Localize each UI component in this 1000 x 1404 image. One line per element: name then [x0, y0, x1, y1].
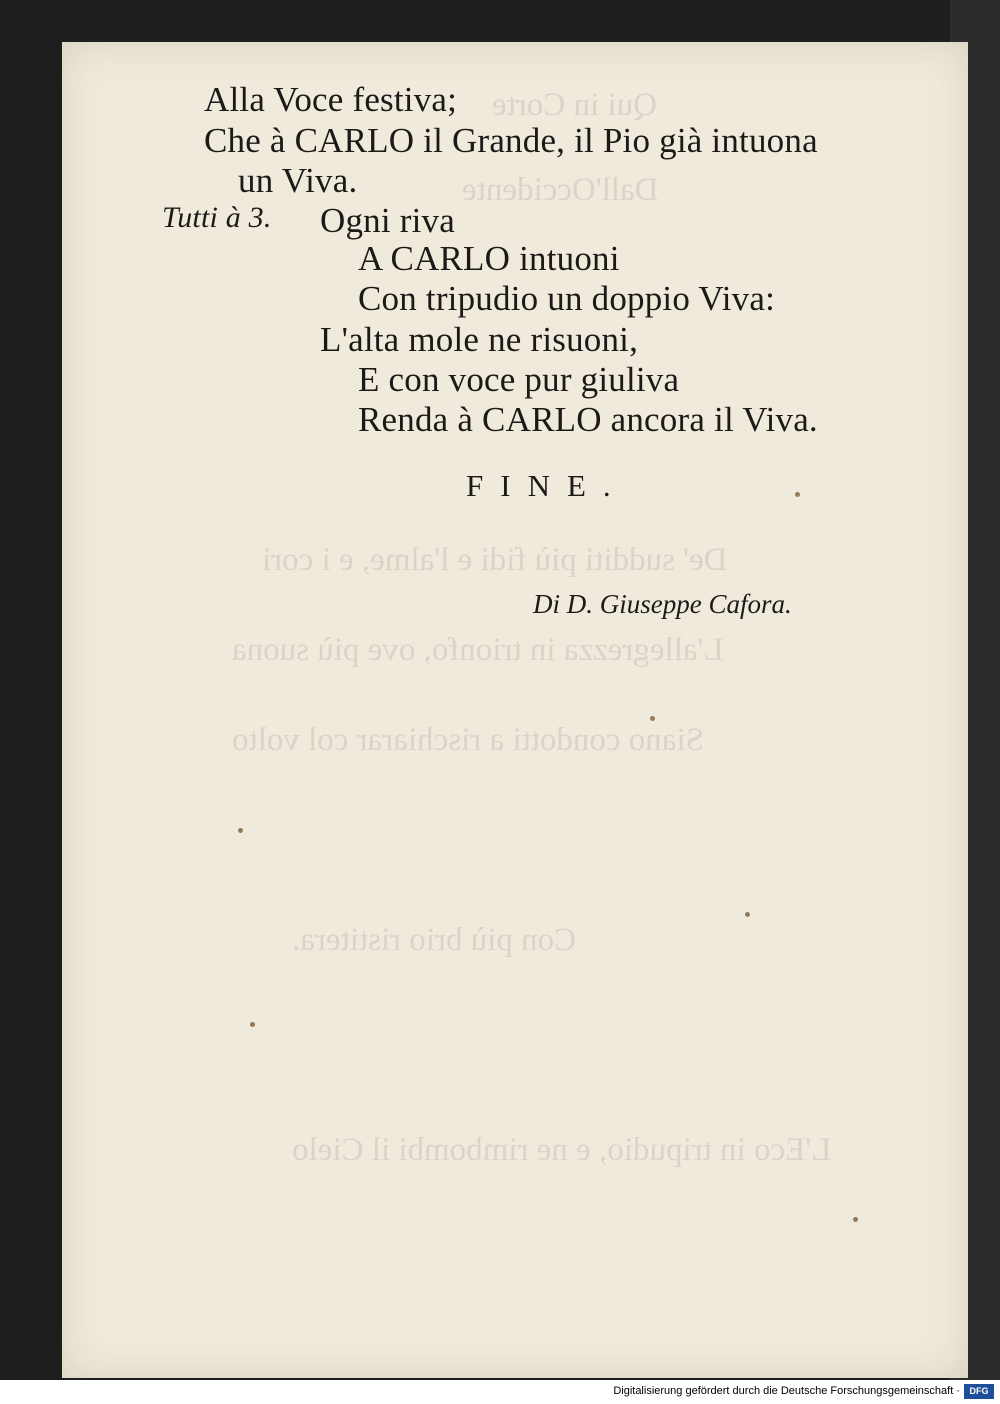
author-signature: Di D. Giuseppe Cafora. [533, 589, 792, 619]
poem-line: Ogni riva [320, 201, 455, 240]
footer-bar [0, 1380, 1000, 1404]
poem-line: E con voce pur giuliva [358, 360, 680, 399]
poem-line: Che à CARLO il Grande, il Pio già intuona [204, 121, 818, 160]
foxing-spot [650, 716, 655, 721]
bleed-through-3: De' sudditi più fidi e l'alme, e i cori [262, 542, 728, 578]
bleed-through-4: L'allegrezza in trionfo, ove più suona [232, 632, 724, 668]
bleed-through-6: Con più brio ristitera. [292, 922, 577, 958]
poem-line: Renda à CARLO ancora il Viva. [358, 400, 818, 439]
speaker-label: Tutti à 3. [162, 201, 272, 234]
funding-credit: Digitalisierung gefördert durch die Deutsche Forschungsgemeinschaft · [613, 1385, 960, 1397]
poem-line: Con tripudio un doppio Viva: [358, 279, 776, 318]
bleed-through-1: Qui in Corte [492, 87, 657, 123]
foxing-spot [853, 1217, 858, 1222]
book-page [62, 42, 968, 1378]
foxing-spot [250, 1022, 255, 1027]
fine-heading: FINE. [466, 468, 628, 503]
poem-line: A CARLO intuoni [358, 239, 620, 278]
foxing-spot [238, 828, 243, 833]
bleed-through-5: Siano condotti a rischiarar col volto [232, 722, 704, 758]
poem-line: L'alta mole ne risuoni, [320, 320, 639, 359]
bleed-through-7: L'Eco in tripudio, e ne rimbombi il Cielo [292, 1132, 832, 1168]
foxing-spot [795, 492, 800, 497]
poem-line: un Viva. [238, 161, 358, 200]
bleed-through-2: Dall'Occidente [462, 172, 659, 208]
foxing-spot [745, 912, 750, 917]
poem-line: Alla Voce festiva; [204, 80, 458, 119]
dfg-logo-icon: DFG [964, 1384, 994, 1399]
